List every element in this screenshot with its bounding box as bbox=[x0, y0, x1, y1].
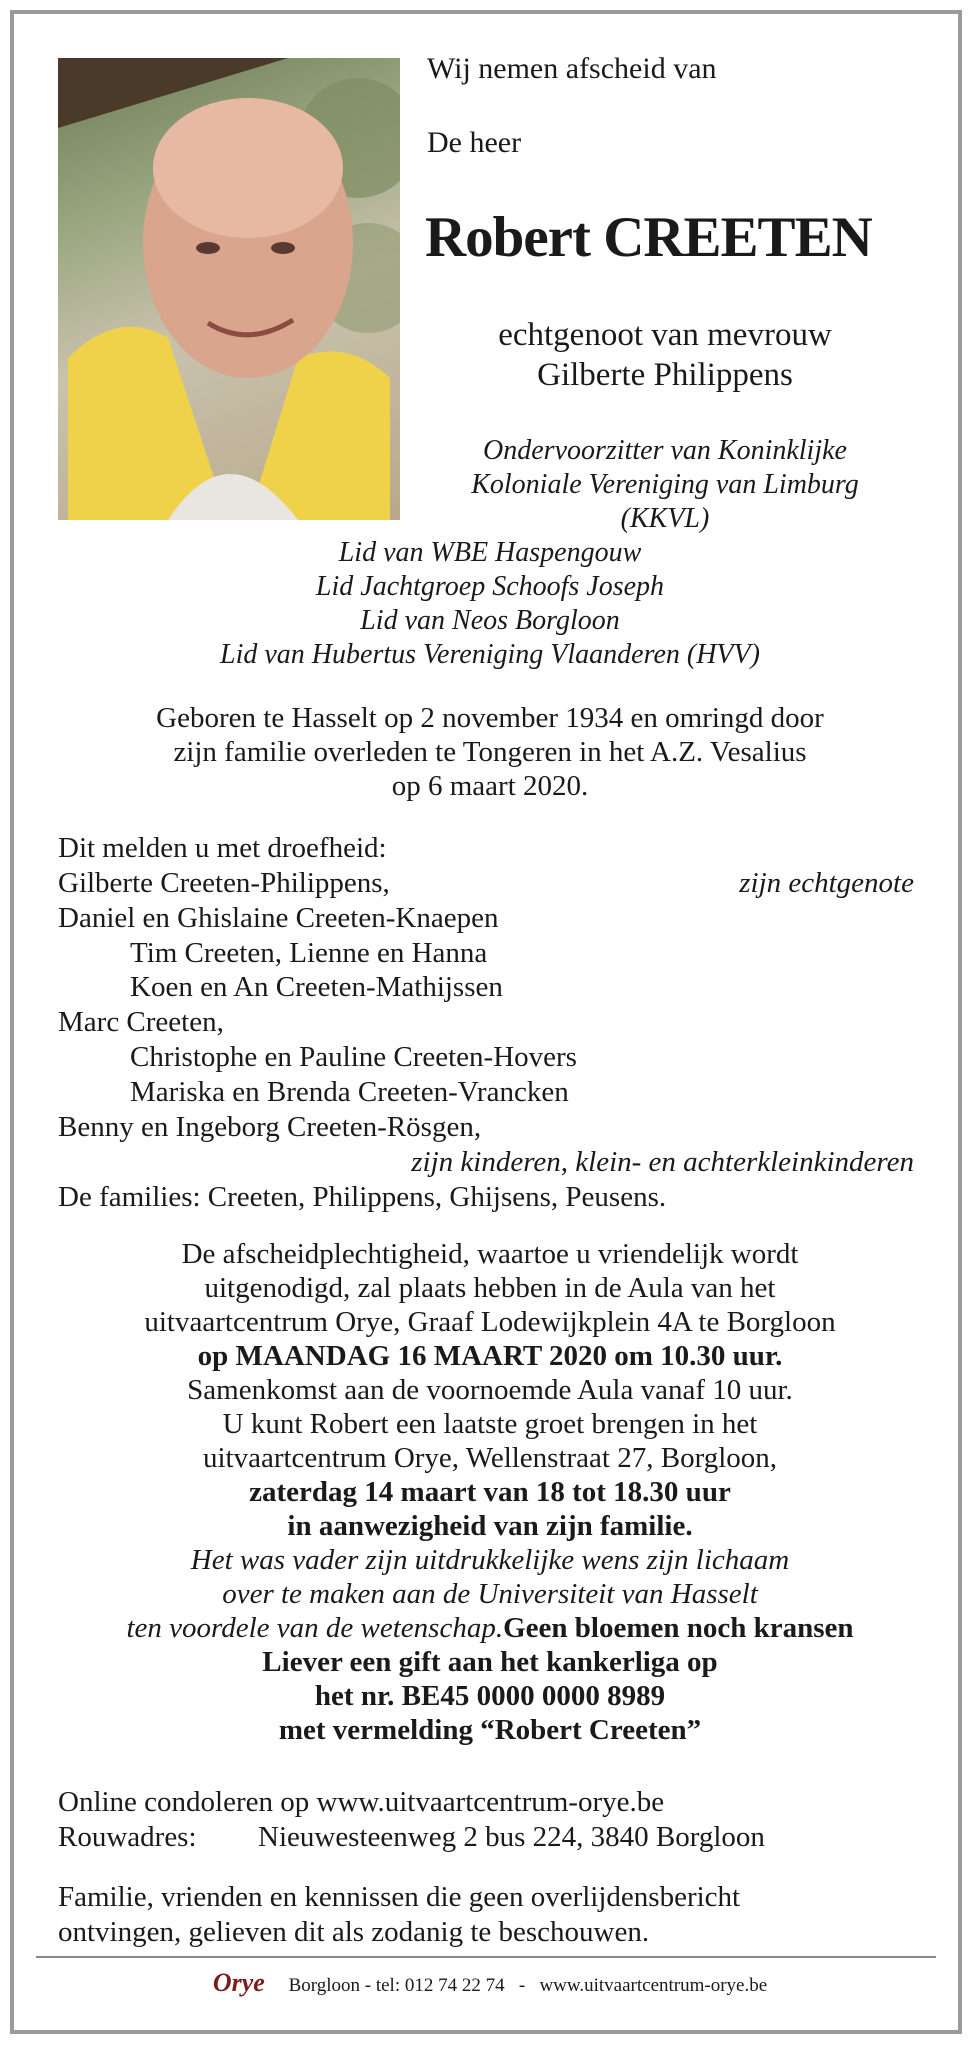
birth-line: Geboren te Hasselt op 2 november 1934 en omringd door bbox=[156, 702, 824, 734]
family-line: Benny en Ingeborg Creeten-Rösgen, bbox=[58, 1111, 482, 1143]
birth-line: op 6 maart 2020. bbox=[391, 770, 589, 802]
roles-top bbox=[420, 434, 910, 536]
role-line: Lid Jachtgroep Schoofs Joseph bbox=[315, 571, 665, 602]
role-line: (KKVL) bbox=[620, 503, 710, 534]
spouse-role: zijn echtgenote bbox=[739, 867, 914, 899]
family-line: Daniel en Ghislaine Creeten-Knaepen bbox=[58, 902, 499, 934]
family-intro: Dit melden u met droefheid: bbox=[58, 832, 387, 864]
gift-line: Liever een gift aan het kankerliga op bbox=[262, 1646, 718, 1678]
ceremony-date: op MAANDAG 16 MAART 2020 om 10.30 uur. bbox=[197, 1340, 783, 1372]
title-prefix: De heer bbox=[427, 126, 522, 159]
footer-divider bbox=[36, 1956, 936, 1958]
role-line: Lid van Neos Borgloon bbox=[360, 605, 620, 636]
address-label: Rouwadres: bbox=[58, 1821, 197, 1853]
ceremony-line: uitvaartcentrum Orye, Graaf Lodewijkplein 4A te Borgloon bbox=[144, 1306, 836, 1338]
gift-reference: met vermelding “Robert Creeten” bbox=[278, 1714, 702, 1746]
visit-line: U kunt Robert een laatste groet brengen in het bbox=[222, 1408, 758, 1440]
visit-presence: in aanwezigheid van zijn familie. bbox=[287, 1510, 693, 1542]
visit-time: zaterdag 14 maart van 18 tot 18.30 uur bbox=[249, 1476, 731, 1508]
wish-flowers-line bbox=[0, 1611, 980, 1645]
ceremony-block bbox=[0, 1237, 980, 1747]
families-line: De families: Creeten, Philippens, Ghijsens, Peusens. bbox=[58, 1181, 667, 1213]
portrait-photo bbox=[58, 58, 400, 520]
visit-line: uitvaartcentrum Orye, Wellenstraat 27, Borgloon, bbox=[202, 1442, 778, 1474]
role-line: Ondervoorzitter van Koninklijke bbox=[483, 435, 847, 466]
footer-separator: - bbox=[518, 1975, 526, 1996]
spouse-line: echtgenoot van mevrouw bbox=[498, 317, 832, 353]
address: Nieuwesteenweg 2 bus 224, 3840 Borgloon bbox=[258, 1821, 765, 1853]
spouse-block bbox=[420, 315, 910, 395]
role-line: Lid van Hubertus Vereniging Vlaanderen (HVV) bbox=[220, 639, 760, 670]
gathering-line: Samenkomst aan de voornoemde Aula vanaf 10 uur. bbox=[187, 1374, 793, 1406]
family-line: Christophe en Pauline Creeten-Hovers bbox=[130, 1041, 577, 1073]
intro-text: Wij nemen afscheid van bbox=[427, 52, 717, 85]
roles-bottom bbox=[0, 536, 980, 672]
birth-paragraph bbox=[0, 701, 980, 803]
spouse-name: Gilberte Philippens bbox=[537, 357, 793, 393]
children-role: zijn kinderen, klein- en achterkleinkinderen bbox=[411, 1146, 914, 1178]
wish-line: Het was vader zijn uitdrukkelijke wens zijn lichaam bbox=[190, 1544, 790, 1576]
ceremony-line: uitgenodigd, zal plaats hebben in de Aula van het bbox=[204, 1272, 776, 1304]
birth-line: zijn familie overleden te Tongeren in het A.Z. Vesalius bbox=[173, 736, 807, 768]
no-flowers: Geen bloemen noch kransen bbox=[503, 1612, 854, 1644]
family-line: Koen en An Creeten-Mathijssen bbox=[130, 971, 503, 1003]
footer-location-phone: Borgloon - tel: 012 74 22 74 bbox=[288, 1975, 505, 1996]
orye-logo: Orye bbox=[212, 1968, 265, 1997]
footer-website: www.uitvaartcentrum-orye.be bbox=[539, 1975, 768, 1996]
wish-line: over te maken aan de Universiteit van Hasselt bbox=[222, 1578, 758, 1610]
closing-line: ontvingen, gelieven dit als zodanig te beschouwen. bbox=[58, 1916, 650, 1948]
gift-account: het nr. BE45 0000 0000 8989 bbox=[314, 1680, 666, 1712]
family-line: Mariska en Brenda Creeten-Vrancken bbox=[130, 1076, 569, 1108]
family-line: Gilberte Creeten-Philippens, bbox=[58, 867, 390, 899]
ceremony-line: De afscheidplechtigheid, waartoe u vriendelijk wordt bbox=[181, 1238, 799, 1270]
deceased-name: Robert CREETEN bbox=[425, 206, 872, 269]
family-line: Tim Creeten, Lienne en Hanna bbox=[130, 937, 488, 969]
family-line: Marc Creeten, bbox=[58, 1006, 224, 1038]
closing-line: Familie, vrienden en kennissen die geen overlijdensbericht bbox=[58, 1881, 741, 1913]
online-condolence: Online condoleren op www.uitvaartcentrum-orye.be bbox=[58, 1786, 665, 1818]
wish-line: ten voordele van de wetenschap. bbox=[126, 1612, 504, 1644]
role-line: Lid van WBE Haspengouw bbox=[338, 537, 642, 568]
role-line: Koloniale Vereniging van Limburg bbox=[471, 469, 859, 500]
footer bbox=[0, 1968, 980, 1998]
